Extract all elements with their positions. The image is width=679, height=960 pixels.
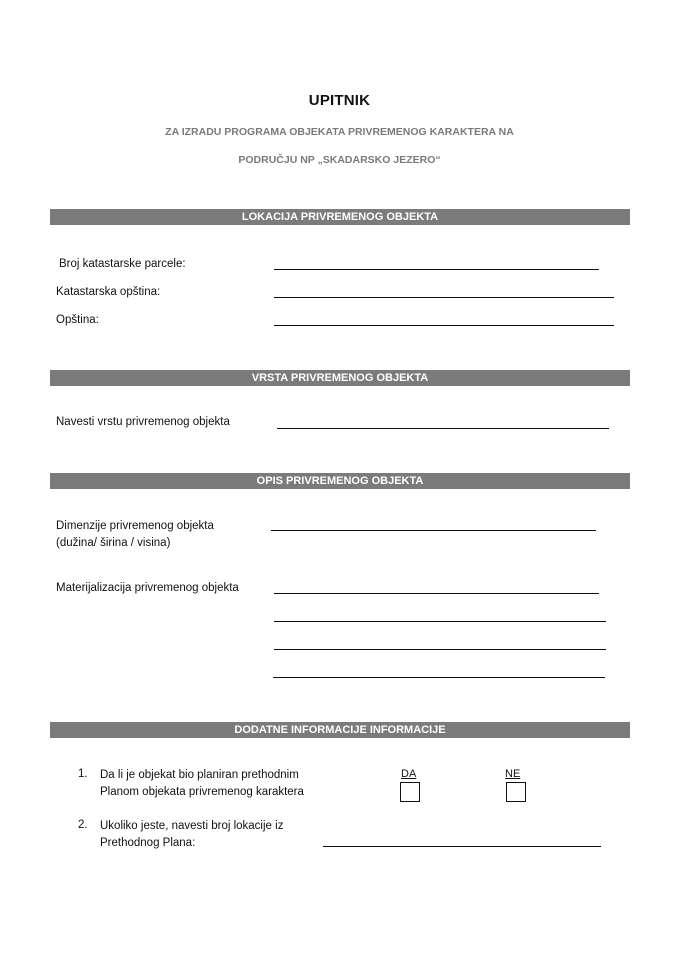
cadastral-municipality-label: Katastarska opština:: [56, 286, 161, 298]
materialization-field-line-4[interactable]: [273, 677, 605, 678]
previous-plan-location-field[interactable]: [323, 846, 601, 847]
section-heading-description: OPIS PRIVREMENOG OBJEKTA: [50, 473, 630, 489]
municipality-field[interactable]: [274, 325, 614, 326]
option-no-checkbox[interactable]: [506, 782, 526, 802]
municipality-label: Opština:: [56, 314, 99, 326]
question-2-line1: Ukoliko jeste, navesti broj lokacije iz: [100, 820, 284, 832]
materialization-label: Materijalizacija privremenog objekta: [56, 582, 239, 594]
dimensions-sublabel: (dužina/ širina / visina): [56, 537, 171, 549]
section-heading-additional: DODATNE INFORMACIJE INFORMACIJE: [50, 722, 630, 738]
option-yes-label: DA: [401, 768, 417, 780]
materialization-field-line-2[interactable]: [274, 621, 606, 622]
page-subtitle-line1: ZA IZRADU PROGRAMA OBJEKATA PRIVREMENOG KARAKTERA NA: [165, 126, 514, 138]
materialization-field-line-3[interactable]: [274, 649, 606, 650]
question-1-number: 1.: [78, 768, 88, 780]
question-2-number: 2.: [78, 819, 88, 831]
section-heading-type: VRSTA PRIVREMENOG OBJEKTA: [50, 370, 630, 386]
question-1-line2: Planom objekata privremenog karaktera: [100, 786, 304, 798]
section-heading-location: LOKACIJA PRIVREMENOG OBJEKTA: [50, 209, 630, 225]
dimensions-label: Dimenzije privremenog objekta: [56, 520, 214, 532]
materialization-field-line-1[interactable]: [274, 593, 599, 594]
dimensions-field[interactable]: [271, 530, 596, 531]
page-title: UPITNIK: [308, 92, 371, 109]
option-yes-checkbox[interactable]: [400, 782, 420, 802]
cadastral-parcel-label: Broj katastarske parcele:: [59, 258, 186, 270]
object-type-field[interactable]: [277, 428, 609, 429]
option-no-label: NE: [505, 768, 521, 780]
question-1-line1: Da li je objekat bio planiran prethodnim: [100, 769, 299, 781]
page-subtitle-line2: PODRUČJU NP „SKADARSKO JEZERO“: [238, 154, 441, 166]
cadastral-municipality-field[interactable]: [274, 297, 614, 298]
cadastral-parcel-field[interactable]: [274, 269, 599, 270]
question-2-line2: Prethodnog Plana:: [100, 837, 196, 849]
object-type-label: Navesti vrstu privremenog objekta: [56, 416, 230, 428]
